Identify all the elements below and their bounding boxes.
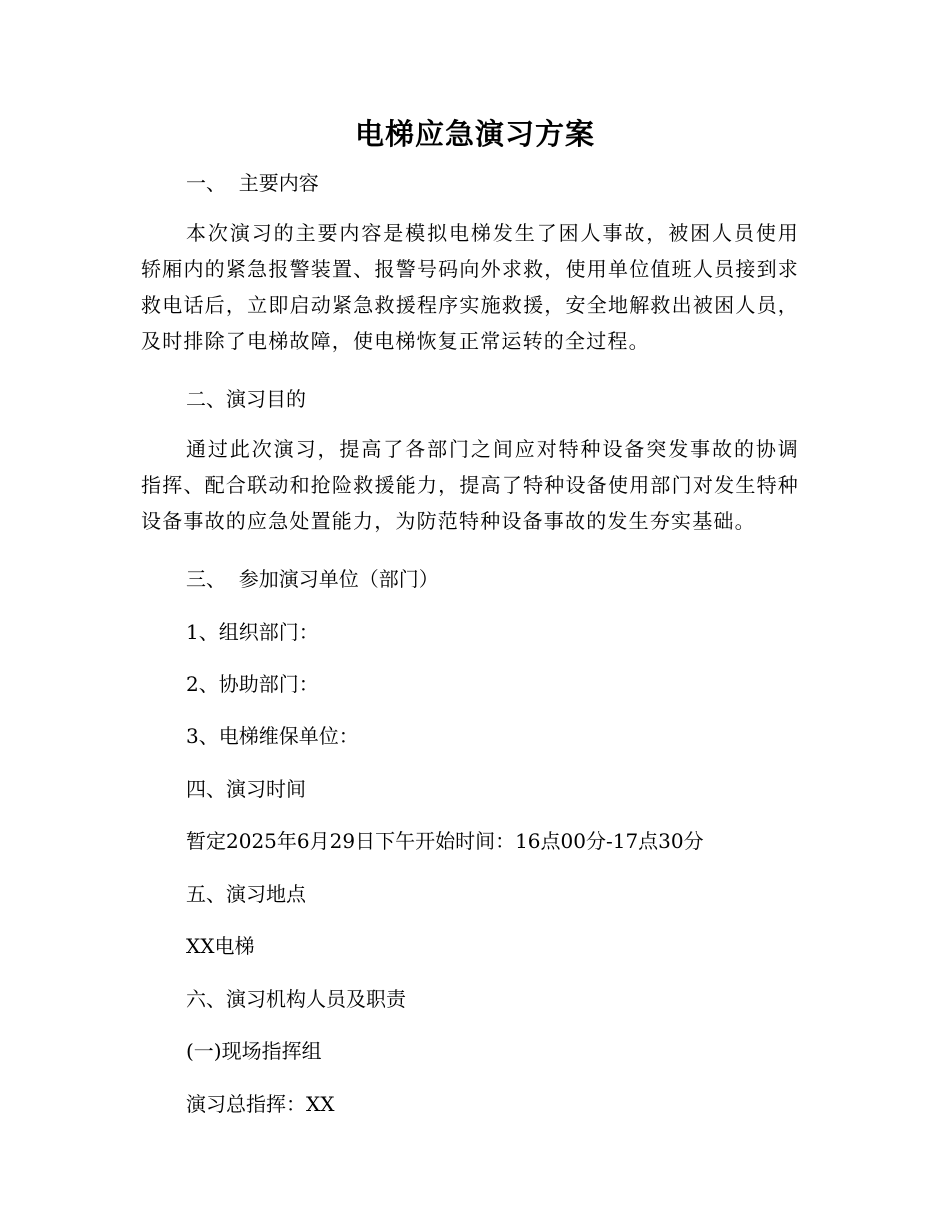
section-5-body: XX电梯 bbox=[186, 934, 255, 958]
section-3-item-2: 2、协助部门： bbox=[186, 672, 319, 696]
section-5-heading: 五、演习地点 bbox=[186, 882, 306, 906]
section-1-heading: 一、 主要内容 bbox=[186, 171, 319, 195]
section-6-heading: 六、演习机构人员及职责 bbox=[186, 987, 406, 1011]
section-3-heading: 三、 参加演习单位（部门） bbox=[186, 567, 439, 591]
section-4-heading: 四、演习时间 bbox=[186, 777, 306, 801]
section-2-body: 通过此次演习，提高了各部门之间应对特种设备突发事故的协调指挥、配合联动和抢险救援能力，提高了特种设备使用部门对发生特种设备事故的应急处置能力，为防范特种设备事故的发生夯实基础。 bbox=[141, 437, 799, 533]
section-3-item-3: 3、电梯维保单位： bbox=[186, 724, 359, 748]
section-6-subheading: (一)现场指挥组 bbox=[186, 1039, 322, 1063]
document-title: 电梯应急演习方案 bbox=[354, 117, 595, 151]
section-2-heading: 二、演习目的 bbox=[186, 387, 306, 411]
section-3-item-1: 1、组织部门： bbox=[186, 620, 319, 644]
section-4-body: 暂定2025年6月29日下午开始时间：16点00分-17点30分 bbox=[186, 829, 704, 853]
section-1-body: 本次演习的主要内容是模拟电梯发生了困人事故，被困人员使用轿厢内的紧急报警装置、报警号码向外求救，使用单位值班人员接到求救电话后，立即启动紧急救援程序实施救援，安全地解救出被困人员，及时排除了电梯故障，使电梯恢复正常运转的全过程。 bbox=[141, 221, 799, 353]
section-6-commander: 演习总指挥：XX bbox=[186, 1092, 335, 1116]
